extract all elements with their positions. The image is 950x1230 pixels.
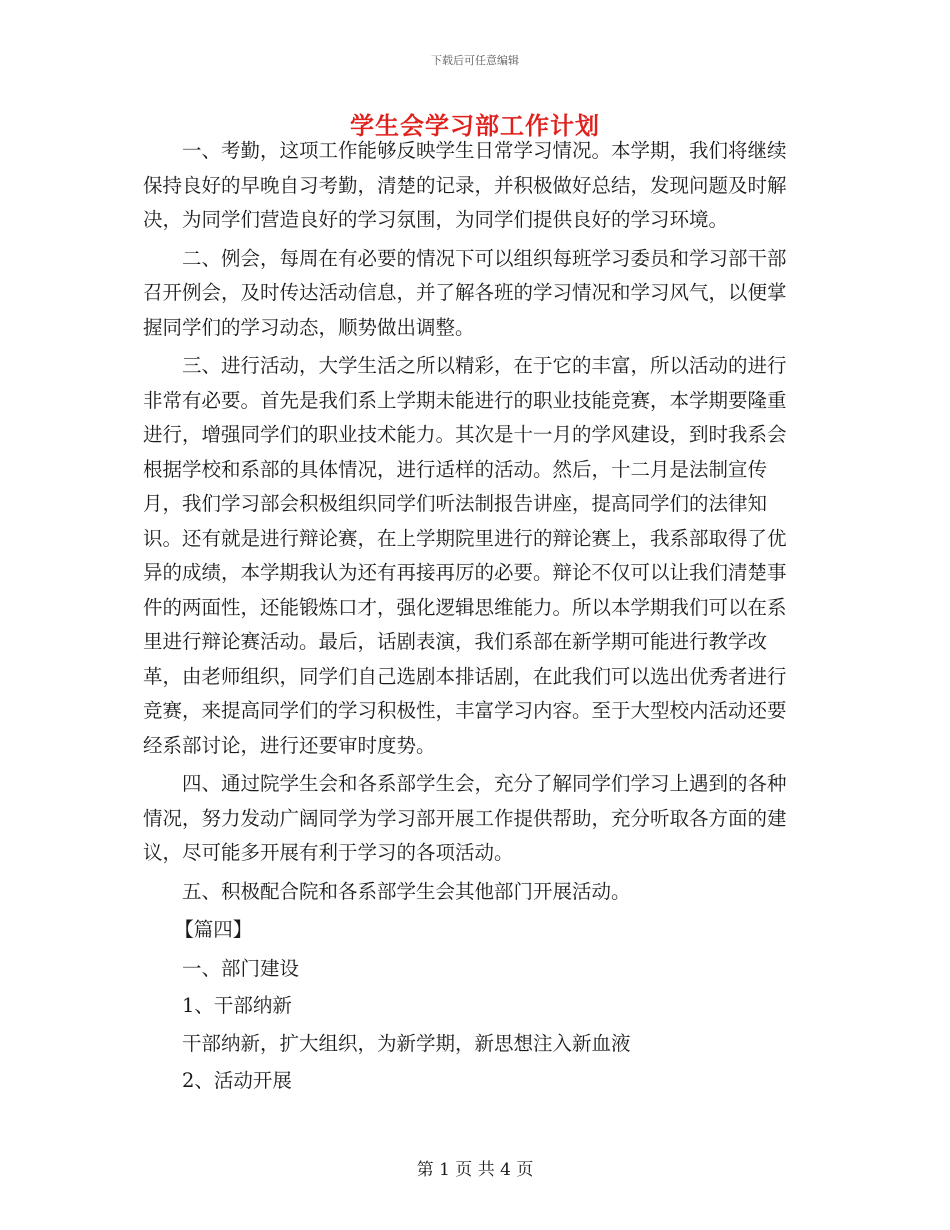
paragraph-support-departments: 五、积极配合院和各系部学生会其他部门开展活动。 (182, 879, 631, 903)
page-footer: 第 1 页 共 4 页 (416, 1160, 534, 1180)
paragraph-meetings: 二、例会，每周在有必要的情况下可以组织每班学习委员和学习部干部召开例会，及时传达活动信息，并了解各班的学习情况和学习风气，以便掌握同学们的学习动态，顺势做出调整。 (143, 246, 787, 339)
paragraph-activities: 三、进行活动，大学生活之所以精彩，在于它的丰富，所以活动的进行非常有必要。首先是我们系上学期未能进行的职业技能竞赛，本学期要隆重进行，增强同学们的职业技术能力。其次是十一月的学风建设，到时我系会根据学校和系部的具体情况，进行适样的活动。然后，十二月是法制宣传月，我们学习部会积极组织同学们听法制报告讲座，提高同学们的法律知识。还有就是进行辩论赛，在上学期院里进行的辩论赛上，我系部取得了优异的成绩，本学期我认为还有再接再厉的必要。辩论不仅可以让我们清楚事件的两面性，还能锻炼口才，强化逻辑思维能力。所以本学期我们可以在系里进行辩论赛活动。最后，话剧表演，我们系部在新学期可能进行教学改革，由老师组织，同学们自己选剧本排话剧，在此我们可以选出优秀者进行竞赛，来提高同学们的学习积极性，丰富学习内容。至于大型校内活动还要经系部讨论，进行还要审时度势。 (143, 354, 787, 757)
document-body (143, 134, 803, 1102)
list-item: 2、活动开展 (182, 1069, 292, 1092)
section-heading: 【篇四】 (174, 918, 253, 941)
paragraph-attendance: 一、考勤，这项工作能够反映学生日常学习情况。本学期，我们将继续保持良好的早晚自习考勤，清楚的记录，并积极做好总结，发现问题及时解决，为同学们营造良好的学习氛围，为同学们提供良好的学习环境。 (143, 139, 787, 231)
list-item: 干部纳新，扩大组织，为新学期，新思想注入新血液 (182, 1031, 631, 1055)
header-note: 下载后可任意编辑 (431, 54, 519, 67)
paragraph-cooperation-feedback: 四、通过院学生会和各系部学生会，充分了解同学们学习上遇到的各种情况，努力发动广阔同学为学习部开展工作提供帮助，充分听取各方面的建议，尽可能多开展有利于学习的各项活动。 (143, 772, 787, 864)
document-title: 学生会学习部工作计划 (350, 111, 600, 140)
list-item: 一、部门建设 (182, 956, 300, 980)
list-item: 1、干部纳新 (182, 994, 292, 1017)
